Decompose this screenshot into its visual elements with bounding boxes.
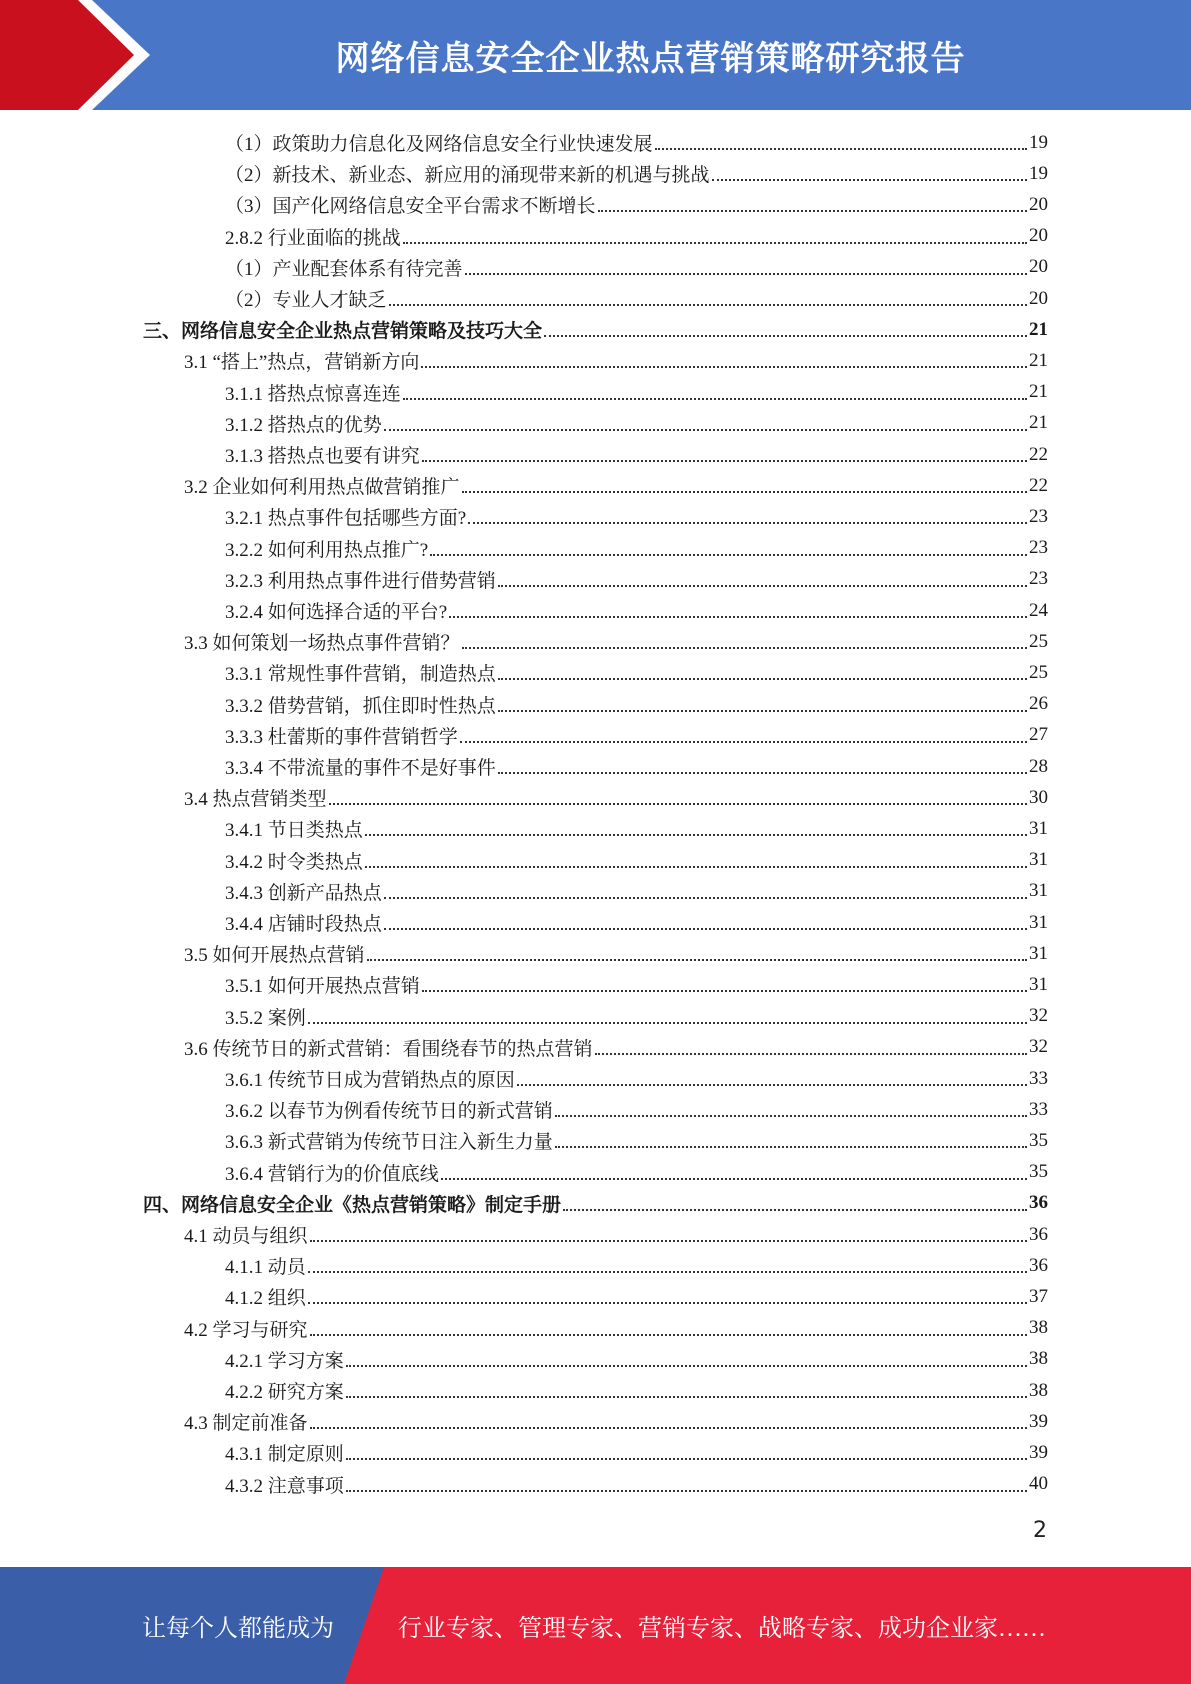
toc-entry-page: 22 [1029,443,1048,465]
toc-entry-page: 21 [1029,318,1048,340]
toc-dot-leader [460,740,1027,743]
toc-entry[interactable] [184,1032,1048,1063]
toc-entry[interactable] [225,813,1048,844]
toc-entry[interactable] [225,158,1048,189]
toc-entry[interactable] [225,595,1048,626]
toc-dot-leader [308,1021,1027,1024]
toc-entry-page: 19 [1029,162,1048,184]
toc-dot-leader [346,1395,1027,1398]
toc-entry-page: 32 [1029,1036,1048,1058]
toc-entry-page: 20 [1029,256,1048,278]
toc-dot-leader [384,927,1027,930]
toc-dot-leader [498,709,1027,712]
toc-entry-label: 3.4.1 节日类热点 [225,820,363,842]
toc-dot-leader [517,1083,1027,1086]
toc-entry-page: 33 [1029,1067,1048,1089]
toc-entry-page: 31 [1029,973,1048,995]
toc-entry[interactable] [225,657,1048,688]
toc-dot-leader [465,272,1027,275]
toc-entry-label: 4.3 制定前准备 [184,1413,308,1435]
toc-entry-page: 24 [1029,599,1048,621]
header-chevron-icon [0,0,142,110]
toc-entry[interactable] [225,439,1048,470]
toc-entry-label: 3.2.4 如何选择合适的平台? [225,602,448,623]
toc-entry[interactable] [225,876,1048,907]
toc-entry-page: 25 [1029,630,1048,652]
toc-dot-leader [655,147,1027,150]
toc-entry-label: 3.6.1 传统节日成为营销热点的原因 [225,1070,515,1091]
toc-entry-page: 20 [1029,193,1048,215]
toc-entry-page: 19 [1029,131,1048,153]
toc-entry-page: 31 [1029,880,1048,902]
toc-dot-leader [422,989,1027,992]
page-number: 2 [1033,1518,1047,1543]
toc-entry-label: 3.3.4 不带流量的事件不是好事件 [225,758,496,779]
toc-entry-page: 40 [1029,1473,1048,1495]
toc-entry[interactable] [225,751,1048,782]
toc-entry-page: 38 [1029,1379,1048,1401]
toc-entry[interactable] [225,1063,1048,1094]
toc-entry[interactable] [225,221,1048,252]
toc-entry[interactable] [225,1125,1048,1156]
toc-entry[interactable] [225,1157,1048,1188]
toc-entry[interactable] [225,283,1048,314]
toc-entry-label: 3.3 如何策划一场热点事件营销？ [184,633,460,655]
toc-entry[interactable] [184,782,1048,813]
toc-entry-label: 3.4.3 创新产品热点 [225,882,382,904]
toc-entry[interactable] [184,1313,1048,1344]
toc-entry[interactable] [225,189,1048,220]
toc-entry-label: 4.1.2 组织 [225,1288,306,1310]
toc-entry-label: 3.2 企业如何利用热点做营销推广 [184,477,460,499]
toc-dot-leader [595,1052,1027,1055]
toc-entry-page: 21 [1029,412,1048,434]
toc-entry-label: （2）专业人才缺乏 [225,290,387,311]
toc-entry-page: 30 [1029,786,1048,808]
toc-entry-label: 3.1.2 搭热点的优势 [225,414,382,436]
toc-entry-page: 39 [1029,1410,1048,1432]
toc-entry-label: 3.2.2 如何利用热点推广? [225,539,429,561]
toc-entry-label: 3.4.2 时令类热点 [225,851,363,873]
footer-slogan-right: 行业专家、管理专家、营销专家、战略专家、成功企业家…… [398,1616,1046,1642]
toc-entry-page: 36 [1029,1192,1048,1214]
toc-entry-label: 4.2.1 学习方案 [225,1350,344,1372]
toc-entry-label: （2）新技术、新业态、新应用的涌现带来新的机遇与挑战 [225,165,710,187]
toc-entry-label: 2.8.2 行业面临的挑战 [225,227,401,249]
toc-dot-leader [365,833,1027,836]
toc-entry-page: 31 [1029,849,1048,871]
toc-dot-leader [308,1301,1027,1304]
toc-dot-leader [365,865,1027,868]
toc-dot-leader [384,896,1027,899]
toc-entry-label: （1）产业配套体系有待完善 [225,258,463,280]
toc-entry-label: 3.4.4 店铺时段热点 [225,914,382,935]
toc-entry[interactable] [184,1406,1048,1437]
toc-entry-page: 35 [1029,1129,1048,1151]
toc-dot-leader [544,334,1027,337]
toc-entry[interactable] [225,1375,1048,1406]
toc-dot-leader [421,365,1027,368]
toc-dot-leader [555,1114,1027,1117]
toc-entry-label: 3.3.1 常规性事件营销，制造热点 [225,664,496,686]
toc-entry-page: 28 [1029,755,1048,777]
toc-entry-label: 3.2.1 热点事件包括哪些方面? [225,508,467,530]
toc-entry[interactable] [225,1281,1048,1312]
toc-entry[interactable] [225,533,1048,564]
toc-entry[interactable] [184,938,1048,969]
toc-entry-page: 21 [1029,349,1048,371]
toc-entry-label: 4.1 动员与组织 [184,1226,308,1247]
toc-entry[interactable] [143,1188,1048,1219]
toc-entry-page: 23 [1029,537,1048,559]
toc-entry-page: 38 [1029,1348,1048,1370]
toc-entry-label: 4.3.1 制定原则 [225,1444,344,1466]
toc-entry-label: 3.6 传统节日的新式营销：看围绕春节的热点营销 [184,1038,593,1060]
toc-dot-leader [346,1364,1027,1367]
toc-entry[interactable] [225,907,1048,938]
toc-entry[interactable] [225,377,1048,408]
toc-entry-page: 21 [1029,381,1048,403]
toc-dot-leader [498,771,1027,774]
toc-dot-leader [498,677,1027,680]
toc-entry-label: 3.2.3 利用热点事件进行借势营销 [225,570,496,592]
toc-dot-leader [403,241,1027,244]
toc-entry[interactable] [225,408,1048,439]
toc-entry-label: 四、网络信息安全企业《热点营销策略》制定手册 [143,1194,562,1216]
toc-entry[interactable] [184,626,1048,657]
toc-dot-leader [441,1177,1027,1180]
toc-entry-label: 3.3.3 杜蕾斯的事件营销哲学 [225,726,458,748]
toc-entry-page: 35 [1029,1161,1048,1183]
toc-entry-label: 4.2.2 研究方案 [225,1382,344,1403]
toc-dot-leader [346,1489,1027,1492]
toc-entry[interactable] [225,1344,1048,1375]
toc-entry[interactable] [225,1469,1048,1500]
toc-entry[interactable] [225,845,1048,876]
toc-dot-leader [310,1333,1027,1336]
toc-entry-label: 3.6.4 营销行为的价值底线 [225,1163,439,1185]
toc-dot-leader [563,1208,1027,1211]
footer-slogan-left: 让每个人都能成为 [142,1616,334,1642]
toc-dot-leader [403,397,1027,400]
toc-entry-label: 3.6.2 以春节为例看传统节日的新式营销 [225,1101,553,1123]
toc-entry[interactable] [184,1219,1048,1250]
toc-dot-leader [462,646,1027,649]
toc-entry[interactable] [225,1250,1048,1281]
toc-entry-page: 23 [1029,505,1048,527]
toc-dot-leader [449,615,1027,618]
toc-entry-page: 39 [1029,1441,1048,1463]
toc-entry-label: 3.1.3 搭热点也要有讲究 [225,446,420,467]
toc-entry-label: 4.1.1 动员 [225,1257,306,1279]
toc-dot-leader [310,1239,1027,1242]
toc-entry-page: 33 [1029,1098,1048,1120]
toc-entry-label: 3.3.2 借势营销，抓住即时性热点 [225,695,496,717]
toc-entry-label: 3.5.2 案例 [225,1007,306,1029]
toc-dot-leader [468,521,1027,524]
toc-dot-leader [389,303,1027,306]
toc-entry-label: 3.6.3 新式营销为传统节日注入新生力量 [225,1132,553,1154]
toc-entry[interactable] [225,127,1048,158]
toc-entry-page: 26 [1029,693,1048,715]
toc-entry-label: 3.4 热点营销类型 [184,789,327,811]
toc-dot-leader [384,428,1027,431]
toc-entry-page: 36 [1029,1254,1048,1276]
toc-entry-page: 23 [1029,568,1048,590]
toc-entry-page: 37 [1029,1285,1048,1307]
toc-entry[interactable] [225,252,1048,283]
toc-dot-leader [346,1457,1027,1460]
toc-entry[interactable] [184,345,1048,376]
toc-entry-page: 31 [1029,942,1048,964]
toc-entry-label: 3.5 如何开展热点营销 [184,945,365,967]
toc-dot-leader [308,1270,1027,1273]
toc-entry-page: 38 [1029,1317,1048,1339]
toc-dot-leader [310,1426,1027,1429]
toc-dot-leader [430,553,1027,556]
toc-dot-leader [555,1145,1027,1148]
toc-entry-page: 20 [1029,287,1048,309]
toc-entry[interactable] [143,314,1048,345]
toc-entry-page: 31 [1029,911,1048,933]
toc-dot-leader [329,802,1027,805]
toc-entry-label: 三、网络信息安全企业热点营销策略及技巧大全 [143,321,543,343]
toc-dot-leader [712,178,1027,181]
toc-entry-label: 3.1 “搭上”热点，营销新方向 [184,352,420,374]
toc-dot-leader [367,958,1027,961]
toc-entry-page: 36 [1029,1223,1048,1245]
toc-dot-leader [422,459,1027,462]
toc-entry[interactable] [225,1094,1048,1125]
toc-dot-leader [462,490,1027,493]
toc-entry-label: 4.3.2 注意事项 [225,1475,344,1497]
page-header [0,0,1191,110]
toc-entry-label: （1）政策助力信息化及网络信息安全行业快速发展 [225,134,653,155]
toc-entry-page: 31 [1029,817,1048,839]
toc-entry-label: 3.5.1 如何开展热点营销 [225,976,420,998]
toc-entry[interactable] [225,501,1048,532]
toc-entry[interactable] [225,689,1048,720]
toc-entry[interactable] [225,1001,1048,1032]
toc-entry[interactable] [225,564,1048,595]
toc-dot-leader [498,584,1027,587]
report-title: 网络信息安全企业热点营销策略研究报告 [335,38,966,79]
toc-entry-label: 4.2 学习与研究 [184,1319,308,1341]
toc-entry-page: 25 [1029,661,1048,683]
toc-entry[interactable] [225,720,1048,751]
toc-entry[interactable] [184,470,1048,501]
toc-entry-page: 22 [1029,474,1048,496]
toc-entry-page: 27 [1029,724,1048,746]
page-footer [0,1567,1191,1684]
toc-entry[interactable] [225,1437,1048,1468]
toc-entry-page: 20 [1029,225,1048,247]
toc-dot-leader [598,209,1027,212]
toc-entry-label: 3.1.1 搭热点惊喜连连 [225,383,401,405]
toc-entry-label: （3）国产化网络信息安全平台需求不断增长 [225,196,596,218]
toc-entry-page: 32 [1029,1005,1048,1027]
toc-entry[interactable] [225,969,1048,1000]
